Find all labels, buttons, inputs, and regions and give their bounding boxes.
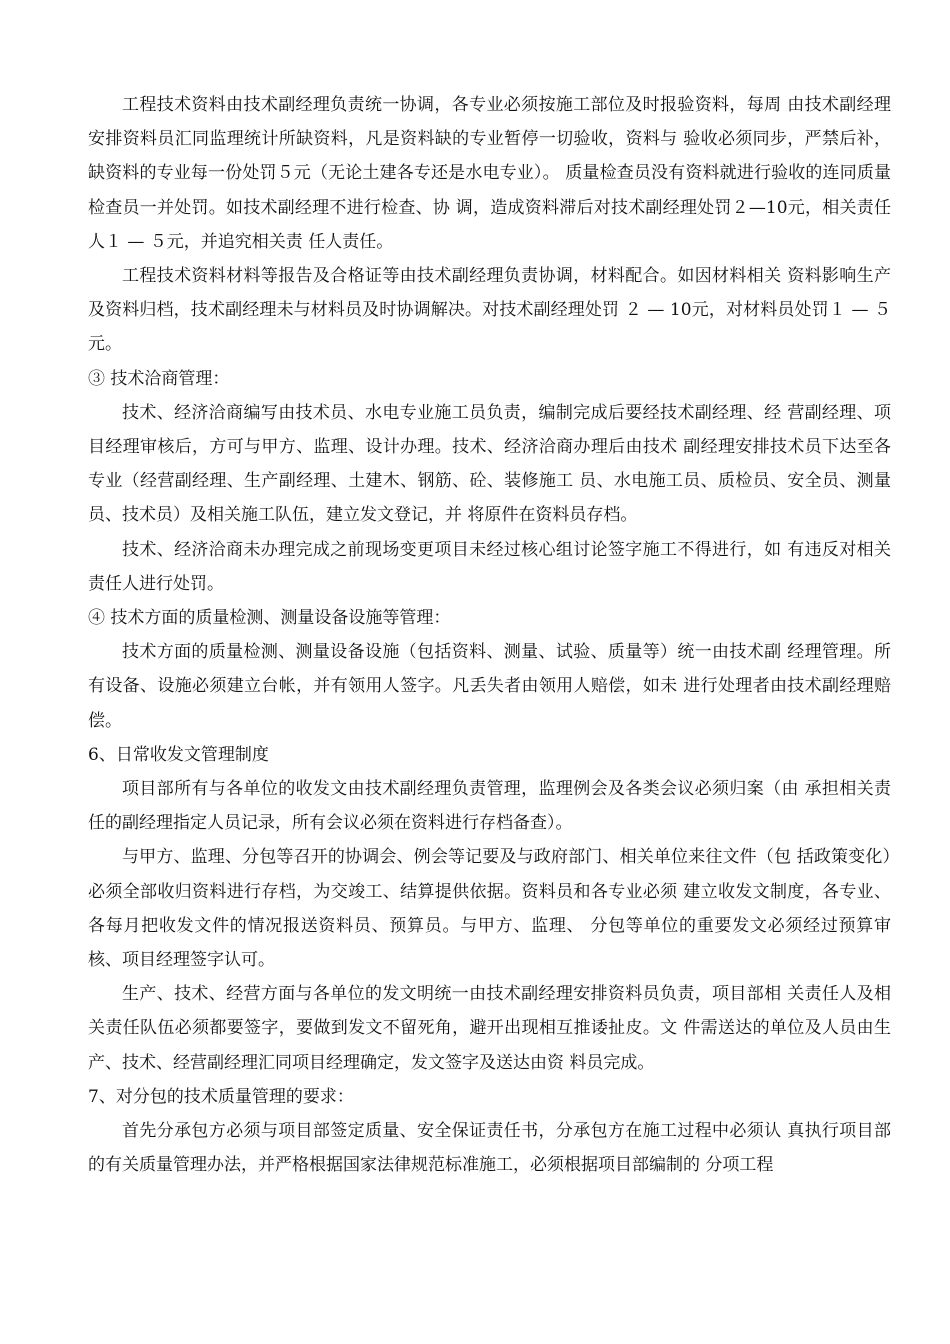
paragraph-dispatch-responsibility: 生产、技术、经营方面与各单位的发文明统一由技术副经理安排资料员负责，项目部相 关责任人及相关责任队伍必须都要签字，要做到发文不留死角，避开出现相互推诿扯皮。文 件需送达的单位及人员由生产、技术、经营副经理汇同项目经理确定，发文签字及送达由资 料员完成。 (88, 984, 891, 1073)
paragraph-negotiation-changes: 技术、经济洽商未办理完成之前现场变更项目未经过核心组讨论签字施工不得进行，如 有违反对相关责任人进行处罚。 (88, 539, 891, 594)
paragraph-tech-documents: 工程技术资料由技术副经理负责统一协调，各专业必须按施工部位及时报验资料，每周 由技术副经理安排资料员汇同监理统计所缺资料，凡是资料缺的专业暂停一切验收，资料与 验收必须同步，严禁后补，缺资料的专业每一份处罚５元（无论土建各专还是水电专业）。 质量检查员没有资料就进行验收的连同质量检查员一并处罚。如技术副经理不进行检查、协 调，造成资料滞后对技术副经理处罚２—10元，相关责任人１ — ５元，并追究相关责 任人责任。 (88, 95, 891, 252)
document-page (88, 88, 891, 1183)
heading-tech-negotiation: ③ 技术洽商管理： (88, 368, 230, 389)
heading-quality-equipment: ④ 技术方面的质量检测、测量设备设施等管理： (88, 608, 451, 629)
paragraph-document-filing: 项目部所有与各单位的收发文由技术副经理负责管理，监理例会及各类会议必须归案（由 承担相关责任的副经理指定人员记录，所有会议必须在资料进行存档备查）。 (88, 779, 891, 834)
heading-subcontract-quality: 7、对分包的技术质量管理的要求： (88, 1086, 354, 1107)
heading-document-management: 6、日常收发文管理制度 (88, 744, 269, 765)
paragraph-negotiation-drafting: 技术、经济洽商编写由技术员、水电专业施工员负责，编制完成后要经技术副经理、经 营副经理、项目经理审核后，方可与甲方、监理、设计办理。技术、经济洽商办理后由技术 副经理安排技术员下达至各专业（经营副经理、生产副经理、土建木、钢筋、砼、装修施工 员、水电施工员、质检员、安全员、测量员、技术员）及相关施工队伍，建立发文登记，并 将原件在资料员存档。 (88, 402, 891, 526)
paragraph-quality-equipment: 技术方面的质量检测、测量设备设施（包括资料、测量、试验、质量等）统一由技术副 经理管理。所有设备、设施必须建立台帐，并有领用人签字。凡丢失者由领用人赔偿，如未 进行处理者由技术副经理赔偿。 (88, 642, 891, 731)
paragraph-material-reports: 工程技术资料材料等报告及合格证等由技术副经理负责协调，材料配合。如因材料相关 资料影响生产及资料归档，技术副经理未与材料员及时协调解决。对技术副经理处罚 ２ — 10元，对材料员处罚１ — ５元。 (88, 266, 891, 355)
paragraph-subcontract-quality: 首先分承包方必须与项目部签定质量、安全保证责任书，分承包方在施工过程中必须认 真执行项目部的有关质量管理办法，并严格根据国家法律规范标准施工，必须根据项目部编制的 分项工程 (88, 1121, 891, 1176)
paragraph-meeting-records: 与甲方、监理、分包等召开的协调会、例会等记要及与政府部门、相关单位来往文件（包 括政策变化）必须全部收归资料进行存档，为交竣工、结算提供依据。资料员和各专业必须 建立收发文制度，各专业、各每月把收发文件的情况报送资料员、预算员。与甲方、监理、 分包等单位的重要发文必须经过预算审核、项目经理签字认可。 (88, 847, 891, 971)
